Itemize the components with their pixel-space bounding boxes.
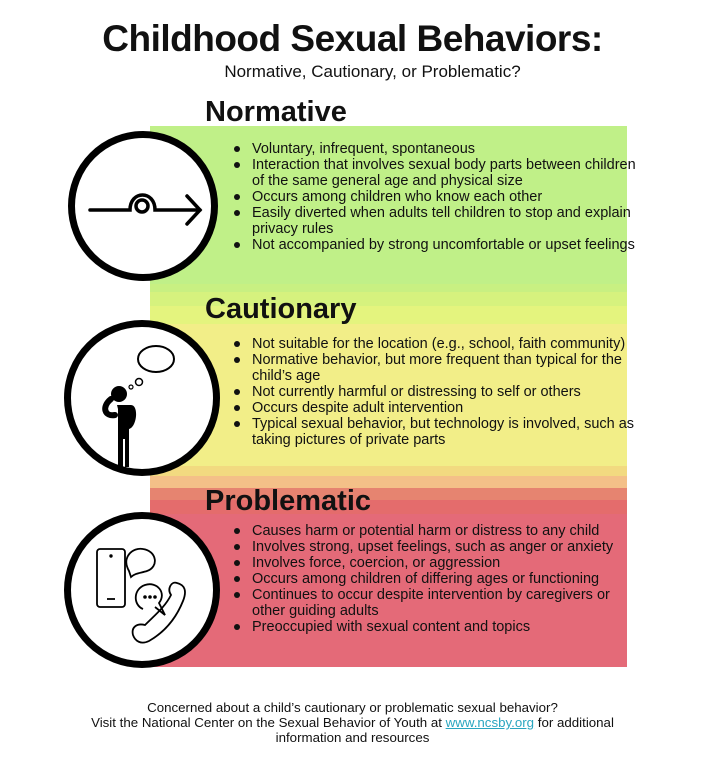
list-item: Involves strong, upset feelings, such as anger or anxiety <box>252 539 642 555</box>
list-item: Continues to occur despite intervention by caregivers or other guiding adults <box>252 587 642 619</box>
thinking-person-icon <box>64 320 220 476</box>
list-item: Not accompanied by strong uncomfortable or upset feelings <box>252 237 642 253</box>
page-subtitle: Normative, Cautionary, or Problematic? <box>224 62 521 81</box>
list-item: Voluntary, infrequent, spontaneous <box>252 141 642 157</box>
list-item: Occurs despite adult intervention <box>252 400 642 416</box>
list-item: Occurs among children of differing ages or functioning <box>252 571 642 587</box>
problematic-list <box>232 523 642 635</box>
list-item: Not currently harmful or distressing to self or others <box>252 384 642 400</box>
band-stripe <box>150 284 627 292</box>
band-stripe <box>150 466 627 476</box>
list-item: Easily diverted when adults tell children to stop and explain privacy rules <box>252 205 642 237</box>
cautionary-list <box>232 336 642 448</box>
list-item: Not suitable for the location (e.g., school, faith community) <box>252 336 642 352</box>
list-item: Causes harm or potential harm or distress to any child <box>252 523 642 539</box>
problematic-heading: Problematic <box>205 485 371 517</box>
list-item: Normative behavior, but more frequent than typical for the child’s age <box>252 352 642 384</box>
footer-text: Visit the National Center on the Sexual Behavior of Youth at <box>91 715 446 730</box>
footer <box>0 700 705 745</box>
list-item: Involves force, coercion, or aggression <box>252 555 642 571</box>
normative-heading: Normative <box>205 96 347 128</box>
page-title: Childhood Sexual Behaviors: <box>102 18 603 59</box>
list-item: Typical sexual behavior, but technology is involved, such as taking pictures of private parts <box>252 416 642 448</box>
list-item: Occurs among children who know each other <box>252 189 642 205</box>
normative-list <box>232 141 642 253</box>
footer-line1: Concerned about a child’s cautionary or problematic sexual behavior? <box>147 700 558 715</box>
list-item: Interaction that involves sexual body parts between children of the same general age and physical size <box>252 157 642 189</box>
list-item: Preoccupied with sexual content and topics <box>252 619 642 635</box>
path-arrow-icon <box>68 131 218 281</box>
phone-chat-icon <box>64 512 220 668</box>
cautionary-heading: Cautionary <box>205 293 357 325</box>
footer-line2 <box>0 715 705 745</box>
ncsby-link[interactable]: www.ncsby.org <box>445 715 535 730</box>
footer-text: for additional information and resources <box>275 715 614 745</box>
